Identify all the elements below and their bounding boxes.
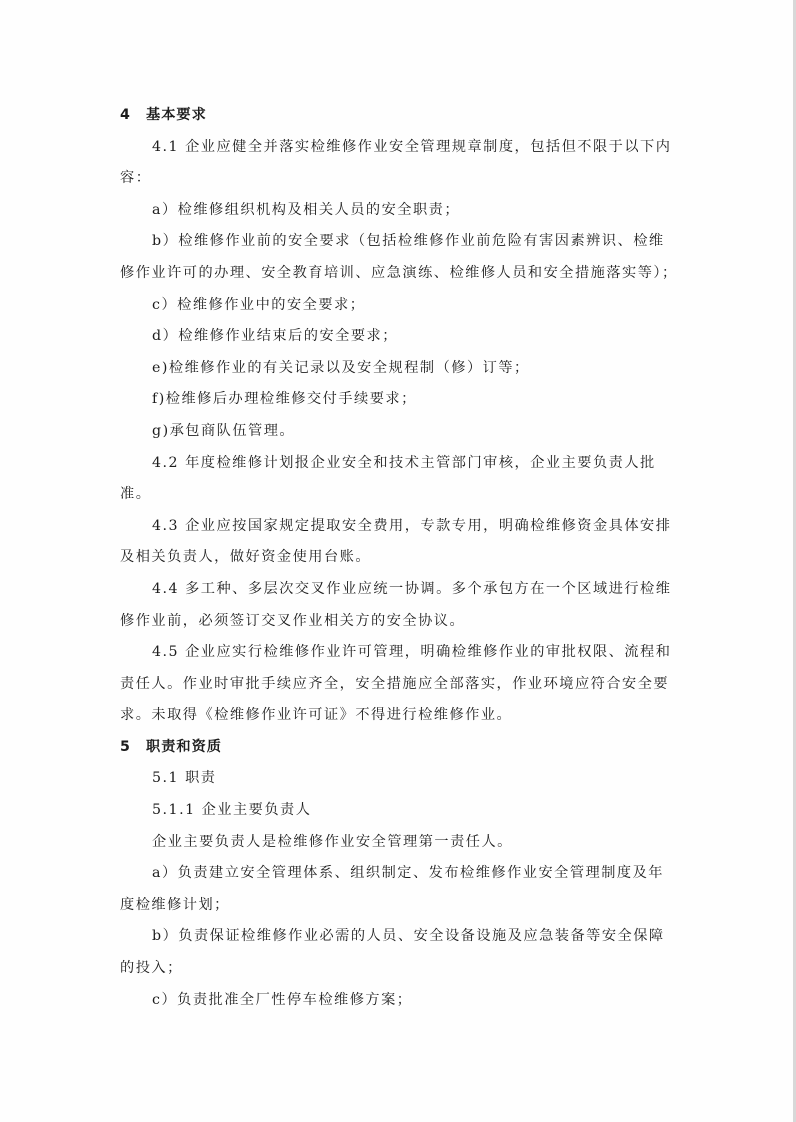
para-4-3-line-2: 及相关负责人，做好资金使用台账。 — [120, 549, 372, 566]
duty-a-line-1: a）负责建立安全管理体系、组织制定、发布检维修作业安全管理制度及年 — [152, 865, 664, 882]
duty-b-line-1: b）负责保证检维修作业必需的人员、安全设备设施及应急装备等安全保障 — [152, 928, 665, 945]
section-4-heading — [120, 100, 680, 132]
section-5-heading — [120, 732, 680, 764]
section-5-number: 5 — [120, 738, 131, 755]
para-4-2-line-2: 准。 — [120, 486, 152, 503]
subsection-5-1-1: 5.1.1 企业主要负责人 — [152, 802, 312, 819]
item-c: c）检维修作业中的安全要求； — [152, 296, 366, 313]
para-4-4-line-2: 修作业前，必须签订交叉作业相关方的安全协议。 — [120, 612, 466, 629]
para-4-5-line-1: 4.5 企业应实行检维修作业许可管理，明确检维修作业的审批权限、流程和 — [152, 644, 672, 661]
item-b-line-2: 修作业许可的办理、安全教育培训、应急演练、检维修人员和安全措施落实等）； — [120, 264, 678, 281]
para-4-1-line-1: 4.1 企业应健全并落实检维修作业安全管理规章制度，包括但不限于以下内 — [152, 138, 672, 155]
item-b-line-1: b）检维修作业前的安全要求（包括检维修作业前危险有害因素辨识、检维 — [152, 233, 665, 250]
subsection-5-1: 5.1 职责 — [152, 770, 217, 787]
item-a: a）检维修组织机构及相关人员的安全职责； — [152, 201, 461, 218]
para-4-1-line-2: 容： — [120, 170, 152, 187]
item-f: f)检维修后办理检维修交付手续要求； — [152, 391, 417, 408]
document-body — [120, 100, 680, 1016]
section-4-title: 基本要求 — [146, 107, 207, 123]
duty-b-line-2: 的投入； — [120, 960, 183, 977]
section-5-title: 职责和资质 — [146, 738, 222, 755]
duty-c: c）负责批准全厂性停车检维修方案； — [152, 991, 413, 1008]
para-4-5-line-2: 责任人。作业时审批手续应齐全，安全措施应全部落实，作业环境应符合安全要 — [120, 675, 670, 692]
para-4-3-line-1: 4.3 企业应按国家规定提取安全费用，专款专用，明确检维修资金具体安排 — [152, 517, 672, 534]
para-4-5-line-3: 求。未取得《检维修作业许可证》不得进行检维修作业。 — [120, 707, 513, 724]
item-g: g)承包商队伍管理。 — [152, 422, 296, 439]
para-5-1-1-intro: 企业主要负责人是检维修作业安全管理第一责任人。 — [152, 833, 513, 850]
item-d: d）检维修作业结束后的安全要求； — [152, 328, 398, 345]
item-e: e)检维修作业的有关记录以及安全规程制（修）订等； — [152, 359, 530, 376]
section-4-number: 4 — [120, 107, 131, 123]
para-4-4-line-1: 4.4 多工种、多层次交叉作业应统一协调。多个承包方在一个区域进行检维 — [152, 580, 672, 597]
para-4-2-line-1: 4.2 年度检维修计划报企业安全和技术主管部门审核，企业主要负责人批 — [152, 454, 656, 471]
duty-a-line-2: 度检维修计划； — [120, 896, 230, 913]
